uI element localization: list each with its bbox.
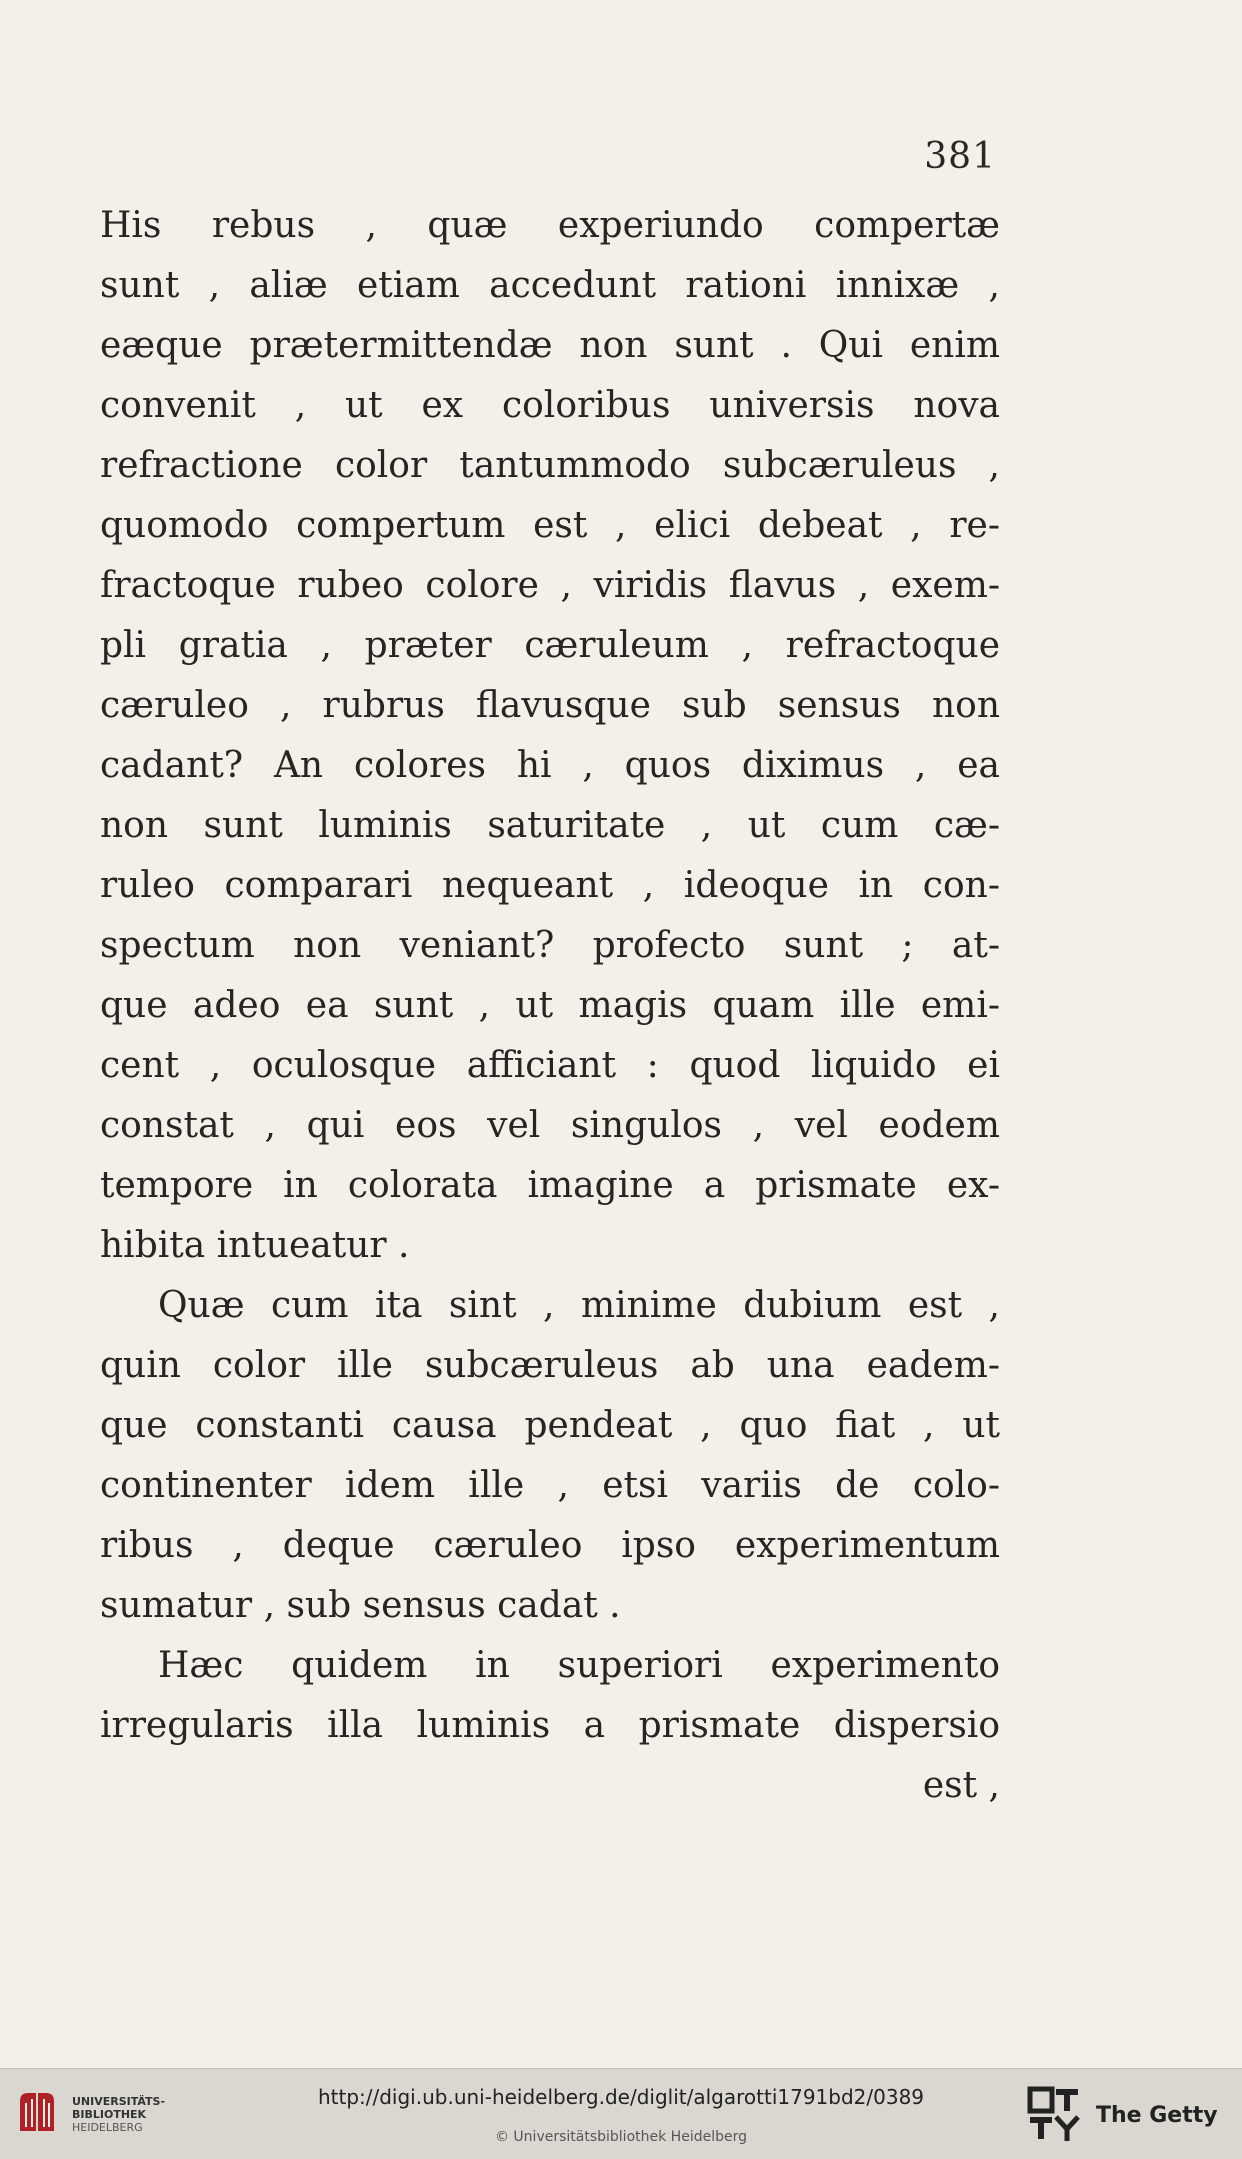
text-line: His rebus , quæ experiundo compertæ <box>100 205 1000 246</box>
text-line: pli gratia , præter cæruleum , refractoque <box>100 625 1000 666</box>
text-line: sumatur , sub sensus cadat . <box>100 1585 621 1626</box>
text-line: Quæ cum ita sint , minime dubium est , <box>158 1285 1000 1326</box>
text-line: refractione color tantummodo subcæruleus , <box>100 445 1000 486</box>
page-number: 381 <box>924 136 996 177</box>
text-line: Hæc quidem in superiori experimento <box>158 1645 1000 1686</box>
catchword: est , <box>922 1765 1000 1806</box>
text-line: que adeo ea sunt , ut magis quam ille emi- <box>100 985 1000 1026</box>
getty-logo[interactable] <box>1026 2085 1226 2145</box>
text-line: sunt , aliæ etiam accedunt rationi innixæ , <box>100 265 1000 306</box>
text-line: convenit , ut ex coloribus universis nova <box>100 385 1000 426</box>
text-line: fractoque rubeo colore , viridis flavus , exem- <box>100 565 1000 606</box>
text-line: hibita intueatur . <box>100 1225 410 1266</box>
text-line: spectum non veniant? profecto sunt ; at- <box>100 925 1000 966</box>
text-line: eæque prætermittendæ non sunt . Qui enim <box>100 325 1000 366</box>
text-line: ribus , deque cæruleo ipso experimentum <box>100 1525 1000 1566</box>
library-name-line-1: UNIVERSITÄTS- <box>72 2095 166 2108</box>
text-line: que constanti causa pendeat , quo fiat , ut <box>100 1405 1000 1446</box>
library-name-line-3: HEIDELBERG <box>72 2121 143 2134</box>
text-line: quomodo compertum est , elici debeat , re- <box>100 505 1000 546</box>
copyright-notice: © Universitätsbibliothek Heidelberg <box>494 2129 747 2145</box>
text-line: cæruleo , rubrus flavusque sub sensus non <box>100 685 1000 726</box>
permalink-url[interactable]: http://digi.ub.uni-heidelberg.de/diglit/algarotti1791bd2/0389 <box>317 2085 925 2109</box>
body-text <box>100 196 1000 1816</box>
library-name-line-2: BIBLIOTHEK <box>72 2108 147 2121</box>
text-line: constat , qui eos vel singulos , vel eodem <box>100 1105 1000 1146</box>
viewer-footer <box>0 2068 1242 2159</box>
text-line: cent , oculosque afficiant : quod liquido ei <box>100 1045 1000 1086</box>
text-line: non sunt luminis saturitate , ut cum cæ- <box>100 805 1000 846</box>
getty-mark-icon <box>1026 2085 1086 2145</box>
text-line: cadant? An colores hi , quos diximus , ea <box>100 745 1000 786</box>
text-line: ruleo comparari nequeant , ideoque in con- <box>100 865 1000 906</box>
text-line: tempore in colorata imagine a prismate ex- <box>100 1165 1000 1206</box>
text-line: continenter idem ille , etsi variis de colo- <box>100 1465 1000 1506</box>
text-line: irregularis illa luminis a prismate dispersio <box>100 1705 1000 1746</box>
getty-name: The Getty <box>1096 2103 1218 2128</box>
text-line: quin color ille subcæruleus ab una eadem- <box>100 1345 1000 1386</box>
